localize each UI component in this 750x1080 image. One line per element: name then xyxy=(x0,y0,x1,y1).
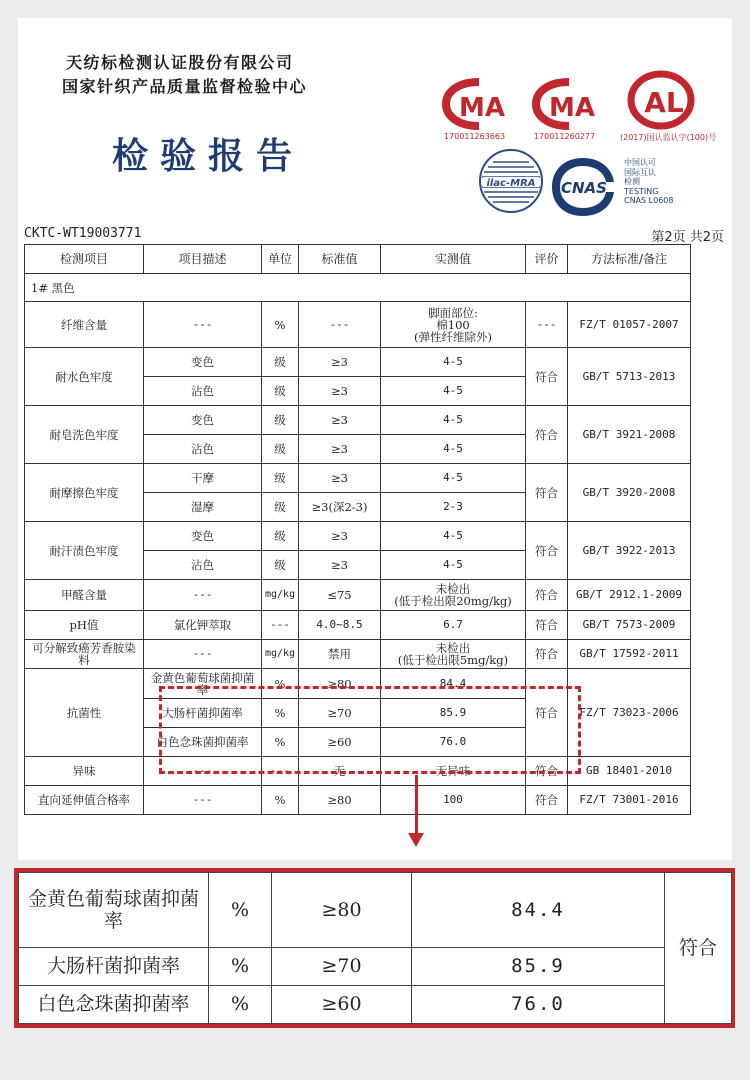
unit-cell: 级 xyxy=(262,348,299,377)
method-cell: GB/T 7573-2009 xyxy=(568,611,691,640)
std-cell: ≤75 xyxy=(299,580,381,611)
zoomed-table xyxy=(18,872,732,1024)
unit-cell: --- xyxy=(262,757,299,786)
unit-cell: 级 xyxy=(262,522,299,551)
eval-cell: 符合 xyxy=(526,757,568,786)
measured-cell: 脚面部位: 棉100 (弹性纤维除外) xyxy=(381,302,526,348)
cma-logo xyxy=(532,76,606,141)
method-cell: FZ/T 73023-2006 xyxy=(568,669,691,757)
unit-cell: 级 xyxy=(262,464,299,493)
eval-cell: 符合 xyxy=(526,464,568,522)
method-cell: GB/T 3920-2008 xyxy=(568,464,691,522)
cma-seal-icon xyxy=(442,76,516,132)
method-cell: FZ/T 73001-2016 xyxy=(568,786,691,815)
std-cell: 禁用 xyxy=(299,640,381,669)
zoom-desc-cell: 白色念珠菌抑菌率 xyxy=(19,985,209,1023)
zoom-std-cell: ≥70 xyxy=(272,947,412,985)
desc-cell: 沾色 xyxy=(144,377,262,406)
desc-cell: 变色 xyxy=(144,522,262,551)
std-cell: 4.0~8.5 xyxy=(299,611,381,640)
std-cell: ≥3 xyxy=(299,348,381,377)
desc-cell: --- xyxy=(144,580,262,611)
method-cell: GB/T 3922-2013 xyxy=(568,522,691,580)
zoom-unit-cell: % xyxy=(209,947,272,985)
desc-cell: 氯化钾萃取 xyxy=(144,611,262,640)
header-cell: 标准值 xyxy=(299,245,381,274)
measured-cell: 84.4 xyxy=(381,669,526,699)
std-cell: ≥3 xyxy=(299,435,381,464)
measured-cell: 无异味 xyxy=(381,757,526,786)
measured-cell: 4-5 xyxy=(381,464,526,493)
std-cell: ≥3(深2-3) xyxy=(299,493,381,522)
desc-cell: 沾色 xyxy=(144,551,262,580)
desc-cell: 干摩 xyxy=(144,464,262,493)
header-cell: 项目描述 xyxy=(144,245,262,274)
desc-cell: --- xyxy=(144,786,262,815)
item-cell: 异味 xyxy=(25,757,144,786)
item-cell: 直向延伸值合格率 xyxy=(25,786,144,815)
desc-cell: 大肠杆菌抑菌率 xyxy=(144,699,262,728)
desc-cell: --- xyxy=(144,640,262,669)
header-cell: 检测项目 xyxy=(25,245,144,274)
cma-number: 170011260277 xyxy=(534,132,596,141)
zoomed-antibacterial-panel xyxy=(14,868,735,1028)
cma-logo xyxy=(442,76,516,141)
unit-cell: mg/kg xyxy=(262,640,299,669)
eval-cell: --- xyxy=(526,302,568,348)
table-row xyxy=(25,786,691,815)
std-cell: ≥70 xyxy=(299,699,381,728)
table-row xyxy=(25,348,691,377)
method-cell: GB/T 3921-2008 xyxy=(568,406,691,464)
eval-cell: 符合 xyxy=(526,611,568,640)
measured-cell: 4-5 xyxy=(381,377,526,406)
sample-row xyxy=(25,274,691,302)
table-row xyxy=(25,406,691,435)
unit-cell: 级 xyxy=(262,406,299,435)
table-row xyxy=(25,640,691,669)
desc-cell: 白色念珠菌抑菌率 xyxy=(144,728,262,757)
zoom-desc-cell: 大肠杆菌抑菌率 xyxy=(19,947,209,985)
zoom-row xyxy=(19,873,732,948)
callout-line xyxy=(415,775,418,833)
desc-cell: 沾色 xyxy=(144,435,262,464)
table-row xyxy=(25,464,691,493)
std-cell: ≥3 xyxy=(299,464,381,493)
unit-cell: % xyxy=(262,728,299,757)
method-cell: GB/T 17592-2011 xyxy=(568,640,691,669)
measured-cell: 100 xyxy=(381,786,526,815)
cnas-icon xyxy=(548,156,618,218)
desc-cell: --- xyxy=(144,302,262,348)
measured-cell: 2-3 xyxy=(381,493,526,522)
item-cell: 纤维含量 xyxy=(25,302,144,348)
eval-cell: 符合 xyxy=(526,580,568,611)
cal-logo xyxy=(620,70,717,142)
unit-cell: 级 xyxy=(262,493,299,522)
unit-cell: 级 xyxy=(262,551,299,580)
std-cell: ≥80 xyxy=(299,786,381,815)
desc-cell: --- xyxy=(144,757,262,786)
unit-cell: % xyxy=(262,699,299,728)
method-cell: GB 18401-2010 xyxy=(568,757,691,786)
unit-cell: % xyxy=(262,669,299,699)
svg-text:MA: MA xyxy=(549,93,595,123)
std-cell: ≥3 xyxy=(299,406,381,435)
zoom-std-cell: ≥60 xyxy=(272,985,412,1023)
cnas-caption: 中国认可 国际互认 检测 TESTING CNAS L0608 xyxy=(624,158,674,205)
std-cell: --- xyxy=(299,302,381,348)
method-cell: GB/T 5713-2013 xyxy=(568,348,691,406)
report-number: CKTC-WT19003771 xyxy=(24,226,142,241)
item-cell: 可分解致癌芳香胺染料 xyxy=(25,640,144,669)
item-cell: 甲醛含量 xyxy=(25,580,144,611)
page-info: 第2页 共2页 xyxy=(651,230,724,245)
ilac-mra-icon xyxy=(476,146,546,216)
measured-cell: 未检出 (低于检出限5mg/kg) xyxy=(381,640,526,669)
unit-cell: --- xyxy=(262,611,299,640)
cal-number: (2017)国认监认字(100)号 xyxy=(620,133,717,142)
svg-text:AL: AL xyxy=(644,86,684,119)
header-cell: 实测值 xyxy=(381,245,526,274)
measured-cell: 4-5 xyxy=(381,522,526,551)
zoom-measured-cell: 85.9 xyxy=(412,947,665,985)
measured-cell: 4-5 xyxy=(381,348,526,377)
eval-cell: 符合 xyxy=(526,348,568,406)
desc-cell: 金黄色葡萄球菌抑菌率 xyxy=(144,669,262,699)
eval-cell: 符合 xyxy=(526,786,568,815)
table-header-row xyxy=(25,245,691,274)
unit-cell: 级 xyxy=(262,435,299,464)
org-name-line2: 国家针织产品质量监督检验中心 xyxy=(62,77,308,96)
std-cell: ≥3 xyxy=(299,551,381,580)
header-cell: 评价 xyxy=(526,245,568,274)
std-cell: ≥60 xyxy=(299,728,381,757)
header-cell: 单位 xyxy=(262,245,299,274)
highlight-dashed-box xyxy=(159,686,581,774)
arrow-down-icon xyxy=(408,833,424,847)
zoom-measured-cell: 84.4 xyxy=(412,873,665,948)
zoom-eval-cell: 符合 xyxy=(665,873,732,1024)
unit-cell: mg/kg xyxy=(262,580,299,611)
item-cell: 耐汗渍色牢度 xyxy=(25,522,144,580)
unit-cell: % xyxy=(262,302,299,348)
item-cell: 抗菌性 xyxy=(25,669,144,757)
ilac-mra-logo xyxy=(476,146,546,220)
method-cell: GB/T 2912.1-2009 xyxy=(568,580,691,611)
measured-cell: 6.7 xyxy=(381,611,526,640)
zoom-measured-cell: 76.0 xyxy=(412,985,665,1023)
unit-cell: 级 xyxy=(262,377,299,406)
zoom-desc-cell: 金黄色葡萄球菌抑菌率 xyxy=(19,873,209,948)
item-cell: 耐摩擦色牢度 xyxy=(25,464,144,522)
cnas-logo xyxy=(548,156,674,222)
unit-cell: % xyxy=(262,786,299,815)
svg-text:ilac-MRA: ilac-MRA xyxy=(486,178,536,189)
std-cell: ≥80 xyxy=(299,669,381,699)
table-row xyxy=(25,522,691,551)
method-cell: FZ/T 01057-2007 xyxy=(568,302,691,348)
item-cell: 耐水色牢度 xyxy=(25,348,144,406)
std-cell: ≥3 xyxy=(299,522,381,551)
zoom-row xyxy=(19,947,732,985)
cal-seal-icon xyxy=(626,70,696,132)
sample-label: 1# 黑色 xyxy=(25,274,691,302)
measured-cell: 未检出 (低于检出限20mg/kg) xyxy=(381,580,526,611)
svg-text:MA: MA xyxy=(459,93,505,123)
item-cell: 耐皂洗色牢度 xyxy=(25,406,144,464)
zoom-unit-cell: % xyxy=(209,873,272,948)
eval-cell: 符合 xyxy=(526,640,568,669)
measured-cell: 4-5 xyxy=(381,406,526,435)
zoom-row xyxy=(19,985,732,1023)
report-title: 检验报告 xyxy=(112,136,305,177)
measured-cell: 76.0 xyxy=(381,728,526,757)
cma-seal-icon xyxy=(532,76,606,132)
desc-cell: 变色 xyxy=(144,348,262,377)
std-cell: 无 xyxy=(299,757,381,786)
org-name-line1: 天纺标检测认证股份有限公司 xyxy=(66,53,294,72)
std-cell: ≥3 xyxy=(299,377,381,406)
table-row xyxy=(25,302,691,348)
desc-cell: 湿摩 xyxy=(144,493,262,522)
eval-cell: 符合 xyxy=(526,669,568,757)
header-cell: 方法标准/备注 xyxy=(568,245,691,274)
desc-cell: 变色 xyxy=(144,406,262,435)
cma-number: 170011263663 xyxy=(444,132,506,141)
table-row xyxy=(25,611,691,640)
zoom-unit-cell: % xyxy=(209,985,272,1023)
zoom-std-cell: ≥80 xyxy=(272,873,412,948)
eval-cell: 符合 xyxy=(526,522,568,580)
eval-cell: 符合 xyxy=(526,406,568,464)
table-row xyxy=(25,580,691,611)
measured-cell: 4-5 xyxy=(381,435,526,464)
measured-cell: 85.9 xyxy=(381,699,526,728)
item-cell: pH值 xyxy=(25,611,144,640)
measured-cell: 4-5 xyxy=(381,551,526,580)
svg-text:CNAS: CNAS xyxy=(561,179,607,197)
